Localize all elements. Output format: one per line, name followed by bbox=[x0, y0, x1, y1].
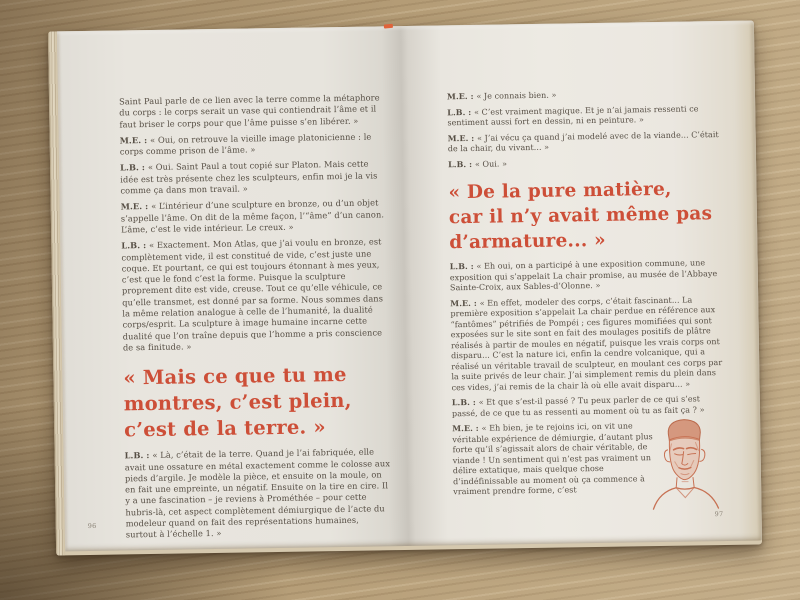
paragraph: M.E. : « Oui, on retrouve la vieille image platonicienne : le corps comme prison de l’âme. » bbox=[119, 131, 372, 157]
open-book bbox=[48, 20, 762, 555]
speaker-label: L.B. : bbox=[447, 106, 475, 117]
paragraph: M.E. : « En effet, modeler des corps, c’était fascinant... La première exposition s’appelait La chair perdue en référence aux “fantômes” pétrifiés de Pompéi ; ces figures momifiées qui sont exposées sur le site sont en fait des moulages positifs de plâtre réalisés à partir de moules en négatif, puisque les vrais corps ont disparu... C’est la nature ici, enfin la cendre volcanique, qui a réalisé un véritable travail de sculpteur, en moulant ces corps par la suite privés de leur chair. J’ai simplement remis du plein dans ces vides, j’ai remis de la chair là où elle avait disparu... » bbox=[450, 294, 723, 392]
paragraph: Saint Paul parle de ce lien avec la terre comme la métaphore du corps : le corps serait un vase qui contiendrait l’âme et il faut briser le corps pour que l’âme puisse s’en libérer. » bbox=[118, 92, 380, 130]
orange-cover-sliver bbox=[384, 24, 393, 29]
right-page-number: 97 bbox=[714, 510, 724, 519]
paragraph: M.E. : « L’intérieur d’une sculpture en bronze, ou d’un objet s’appelle l’âme. On dit de la même façon, l’“âme” d’un canon. L’âme, c’est le vide intérieur. Le creux. » bbox=[120, 197, 385, 235]
paragraph: L.B. : « Eh oui, on a participé à une exposition commune, une exposition qui s’appelait La chair promise, au musée de l’Abbaye Sainte-Croix, aux Sables-d’Olonne. » bbox=[449, 258, 718, 293]
pull-quote: « Mais ce que tu me montres, c’est plein, c’est de la terre. » bbox=[123, 363, 352, 442]
left-page-number: 96 bbox=[87, 521, 97, 531]
paragraph: M.E. : « Je connais bien. » bbox=[446, 90, 557, 102]
speaker-label: L.B. : bbox=[124, 450, 153, 461]
paragraph: L.B. : « C’est vraiment magique. Et je n’ai jamais ressenti ce sentiment aussi fort en dessin, ni en peinture. » bbox=[447, 103, 699, 128]
speaker-label: L.B. : bbox=[447, 158, 475, 169]
paragraph: M.E. : « J’ai vécu ça quand j’ai modelé avec de la viande... C’était de la chair, du vivant... » bbox=[447, 129, 719, 154]
paragraph: M.E. : « Eh bien, je te rejoins ici, on vit une véritable expérience de démiurgie, d’autant plus forte qu’il s’agissait alors de chair véritable, de viande ! Un sentiment qui n’est pas vraiment un délire extatique, mais quelque chose d’indéfinissable au moment où ça commence à vraiment prendre forme, c’est bbox=[452, 421, 653, 497]
speaker-label: L.B. : bbox=[121, 240, 150, 251]
pull-quote: « De la pure matière, car il n’y avait même pas d’armature... » bbox=[448, 178, 713, 254]
paragraph: L.B. : « Oui. » bbox=[447, 158, 508, 169]
paragraph: L.B. : « Et que s’est-il passé ? Tu peux parler de ce qui s’est passé, de ce que tu as ressenti au moment où tu as fait ça ? » bbox=[451, 394, 705, 418]
left-page-blocks bbox=[119, 92, 392, 541]
left-page bbox=[119, 92, 392, 546]
paragraph: L.B. : « Oui. Saint Paul a tout copié sur Platon. Mais cette idée est très présente chez les sculpteurs, enfin moi je la vis comme ça dans mon travail. » bbox=[120, 159, 378, 196]
speaker-label: M.E. : bbox=[119, 134, 151, 146]
speaker-label: M.E. : bbox=[452, 422, 482, 434]
speaker-label: M.E. : bbox=[450, 297, 480, 308]
speaker-label: L.B. : bbox=[120, 162, 148, 173]
speaker-label: M.E. : bbox=[446, 90, 477, 102]
portrait-sketch-icon bbox=[648, 413, 721, 510]
speaker-label: M.E. : bbox=[120, 201, 152, 212]
speaker-label: L.B. : bbox=[451, 396, 479, 408]
book-pages bbox=[57, 20, 762, 551]
paragraph: L.B. : « Là, c’était de la terre. Quand je l’ai fabriquée, elle avait une ossature en métal exactement comme le colosse aux pieds d’argile. Je modèle la pièce, et ensuite on la moule, on en fait une empreinte, un négatif. Ensuite on la tire en cire. Il y a une fascination – je reviens à Prométhée – pour cette hubris-là, cet aspect complètement démiurgique de l’acte du modeleur quand on fait des représentations humaines, surtout à l’échelle 1. » bbox=[124, 446, 391, 540]
speaker-label: L.B. : bbox=[449, 260, 477, 272]
speaker-label: M.E. : bbox=[447, 132, 478, 143]
paragraph: L.B. : « Exactement. Mon Atlas, que j’ai voulu en bronze, est complètement vide, il est constitué de vide, c’est juste une coque. Et pourtant, ce qui est toujours étonnant à mes yeux, c’est que le fond c’est la forme. Puisque la sculpture proprement dite est vide, creuse. Tout ce qu’elle véhicule, ce qu’elle transmet, est donné par sa forme. Nous sommes dans la même relation analogue à celle de l’humanité, la dualité corps/esprit. La sculpture à image humaine incarne cette dualité que l’on traîne depuis que l’homme a pris conscience de sa finitude. » bbox=[121, 236, 384, 353]
